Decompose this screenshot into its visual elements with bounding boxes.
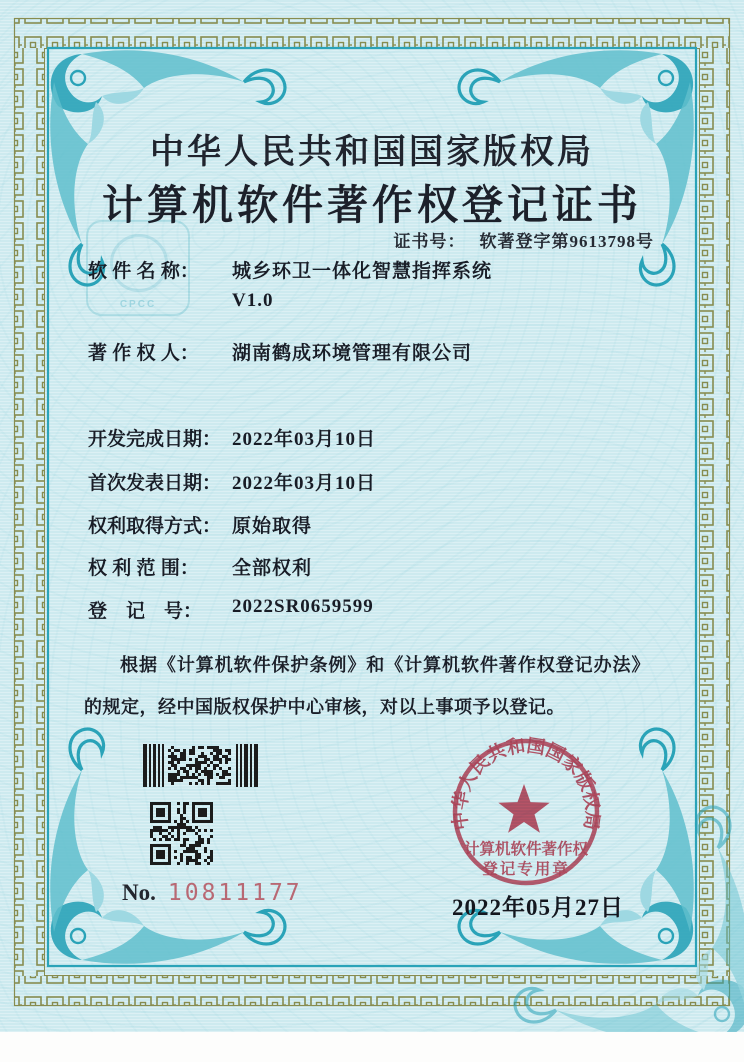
field-label: 登 记 号：: [88, 601, 203, 622]
field-value: 原始取得: [232, 516, 313, 537]
serial-label: No.: [122, 880, 156, 905]
authority-title: 中华人民共和国国家版权局: [150, 134, 594, 171]
field-version: V1.0: [232, 290, 274, 311]
cpcc-watermark-label: CPCC: [119, 299, 157, 310]
field-acquisition-method: [88, 511, 312, 538]
field-label: 软 件 名 称：: [88, 261, 199, 282]
field-registration-number: [88, 596, 374, 623]
field-value: 城乡环卫一体化智慧指挥系统 V1.0: [232, 261, 493, 311]
seal-line2: 登记专用章: [482, 861, 570, 878]
scan-edge: [0, 1032, 744, 1062]
field-value: 2022年03月10日: [232, 473, 377, 494]
field-value: 2022SR0659599: [232, 596, 374, 617]
field-label: 权 利 范 围：: [88, 558, 199, 579]
qr-code-icon: [150, 802, 213, 865]
field-label: 权利取得方式：: [88, 516, 222, 537]
certificate-number-value: 软著登字第9613798号: [479, 232, 654, 251]
field-label: 开发完成日期：: [88, 429, 222, 450]
red-star-icon: [498, 784, 549, 833]
certificate-number-label: 证书号：: [393, 232, 466, 251]
field-software-name: [88, 256, 492, 312]
field-value: 湖南鹤成环境管理有限公司: [232, 343, 473, 364]
field-value: 2022年03月10日: [232, 429, 377, 450]
certificate-number: [394, 227, 655, 252]
field-label: 著 作 权 人：: [88, 343, 199, 364]
issue-date: 2022年05月27日: [452, 895, 624, 920]
field-copyright-owner: [88, 338, 472, 365]
serial-number: 10811177: [167, 880, 303, 906]
seal-line1: 计算机软件著作权: [463, 841, 589, 858]
seal-ring-text: 中华人民共和国国家版权局: [450, 736, 602, 832]
registration-statement: 根据《计算机软件保护条例》和《计算机软件著作权登记办法》的规定，经中国版权保护中心审核，对以上事项予以登记。: [84, 655, 650, 717]
barcode-icon: [143, 744, 258, 787]
field-rights-scope: [88, 553, 312, 580]
field-completion-date: [88, 424, 376, 451]
field-first-publication-date: [88, 468, 376, 495]
serial-number-row: [122, 880, 303, 906]
field-label: 首次发表日期：: [88, 473, 222, 494]
certificate-title: 计算机软件著作权登记证书: [102, 182, 642, 228]
official-seal: [436, 722, 616, 902]
field-value: 全部权利: [232, 558, 313, 579]
